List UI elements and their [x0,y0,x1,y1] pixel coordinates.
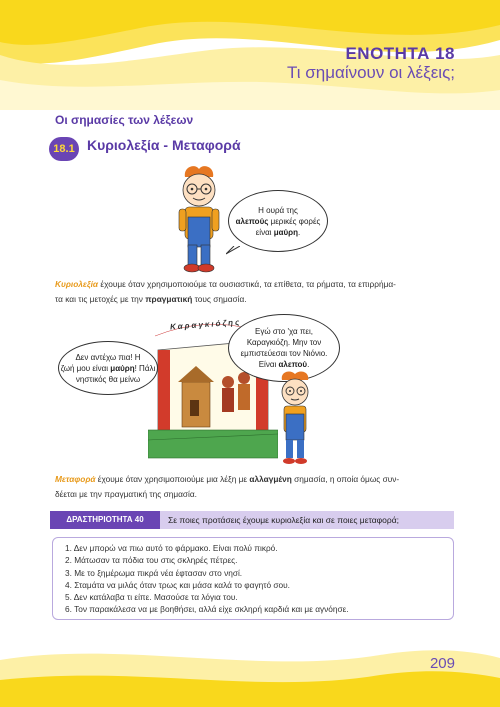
list-item: 2. Μάτωσαν τα πόδια του στις σκληρές πέτρες. [65,555,238,566]
section-title: Κυριολεξία - Μεταφορά [87,137,241,153]
list-item: 5. Δεν κατάλαβα τι είπε. Μασούσε τα λόγια του. [65,592,238,603]
metaphor-paragraph: Μεταφορά έχουμε όταν χρησιμοποιούμε μια λέξη με αλλαγμένη σημασία, η οποία όμως συν- δέεται με την πραγματική της σημασία. [55,474,400,499]
section-number-badge: 18.1 [49,137,79,161]
list-item: 1. Δεν μπορώ να πιω αυτό το φάρμακο. Είναι πολύ πικρό. [65,543,278,553]
speech-bubble-fox-trust: Εγώ στο 'χα πει, Καραγκιόζη. Μην τον εμπιστεύεσαι τον Νιόνιο. Είναι αλεπού. [228,314,340,382]
speech-bubble-fox-tail: Η ουρά της αλεπούς μερικές φορές είναι μαύρη. [228,190,328,252]
page-number: 209 [429,655,455,672]
literal-meaning-paragraph: Κυριολεξία έχουμε όταν χρησιμοποιούμε τα ουσιαστικά, τα επίθετα, τα ρήματα, τα επιρρήμα- τα και τις μετοχές με την πραγματική τους σημασία. [55,279,396,304]
boy-illustration [165,165,235,275]
activity-label: ΔΡΑΣΤΗΡΙΟΤΗΤΑ 40 [50,511,160,529]
list-item: 4. Σταμάτα να μιλάς όταν τρως και μάσα καλά το φαγητό σου. [65,579,290,590]
speech-bubble-tail [226,246,240,256]
unit-title: ΕΝΟΤΗΤΑ 18 [345,44,455,63]
list-item: 6. Τον παρακάλεσα να με βοηθήσει, αλλά είχε σκληρή καρδιά και με αγνόησε. [65,604,349,615]
section-heading: Οι σημασίες των λέξεων [55,113,194,127]
unit-subtitle: Τι σημαίνουν οι λέξεις; [287,63,455,82]
theatre-sign: Καραγκιόζης [169,317,242,332]
speech-bubble-black-life: Δεν αντέχω πια! Η ζωή μου είναι μαύρη! Πάλι νηστικός θα μείνω [58,341,158,395]
activity-sentences-box [52,537,454,620]
activity-question: Σε ποιες προτάσεις έχουμε κυριολεξία και σε ποιες μεταφορά; [160,511,454,529]
boy-illustration-2 [270,370,320,470]
list-item: 3. Με το ξημέρωμα πικρά νέα έφτασαν στο νησί. [65,567,243,578]
